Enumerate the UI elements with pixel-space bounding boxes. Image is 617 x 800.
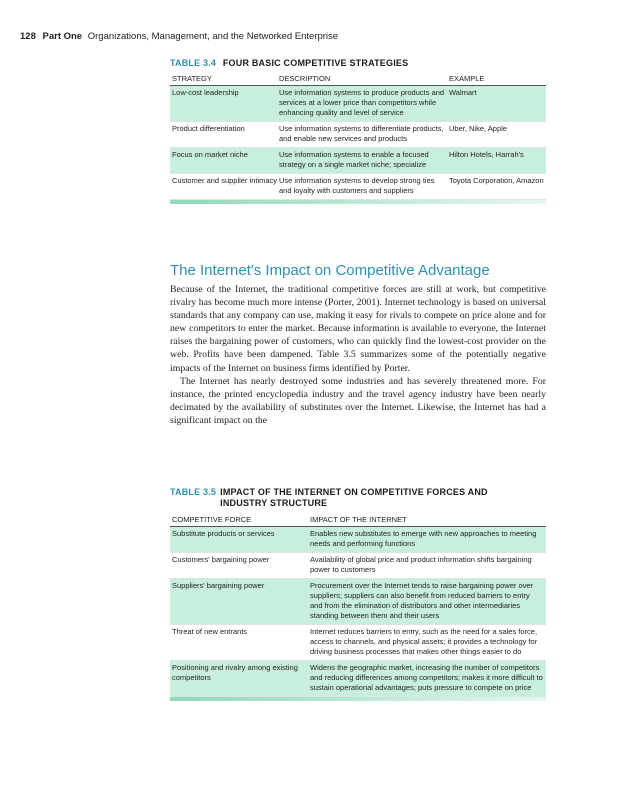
column-header: EXAMPLE bbox=[449, 74, 485, 83]
page-number: 128 bbox=[20, 31, 36, 42]
example-cell: Toyota Corporation, Amazon bbox=[449, 176, 544, 185]
table-3-5 bbox=[170, 487, 546, 701]
description-cell: Use information systems to develop strong ties and loyalty with customers and suppliers bbox=[279, 176, 435, 195]
example-cell: Hilton Hotels, Harrah's bbox=[449, 150, 524, 159]
table-title: IMPACT OF THE INTERNET ON COMPETITIVE FORCES AND INDUSTRY STRUCTURE bbox=[220, 487, 488, 508]
strategy-cell: Low-cost leadership bbox=[172, 88, 239, 97]
table-footer-bar bbox=[170, 697, 546, 701]
paragraph: Because of the Internet, the traditional competitive forces are still at work, but competitive rivalry has become much more intense (Porter, 2001). Internet technology is based on universal standards that any company can use, making it easy for rivals to compete on price alone and for new competitors to enter the market. Because information is available to everyone, the Internet raises the bargaining power of customers, who can quickly find the lowest-cost provider on the web. Profits have been dampened. Table 3.5 summarizes some of the potentially negative impacts of the Internet on business firms identified by Porter. bbox=[170, 284, 546, 374]
column-header: COMPETITIVE FORCE bbox=[172, 515, 252, 524]
table-row bbox=[170, 579, 546, 625]
impact-cell: Availability of global price and product information shifts bargaining power to customers bbox=[310, 555, 532, 574]
force-cell: Suppliers' bargaining power bbox=[172, 581, 265, 590]
table-label: TABLE 3.4 bbox=[170, 58, 217, 68]
column-header: DESCRIPTION bbox=[279, 74, 331, 83]
table-header-row bbox=[170, 515, 546, 527]
force-cell: Customers' bargaining power bbox=[172, 555, 270, 564]
table-row bbox=[170, 553, 546, 579]
table-3-4 bbox=[170, 58, 546, 204]
force-cell: Positioning and rivalry among existing competitors bbox=[172, 663, 298, 682]
description-cell: Use information systems to enable a focused strategy on a single market niche; specialize bbox=[279, 150, 429, 169]
table-row bbox=[170, 174, 546, 200]
table-3-4-title bbox=[170, 58, 546, 68]
table-row bbox=[170, 148, 546, 174]
table-row bbox=[170, 122, 546, 148]
impact-cell: Procurement over the Internet tends to raise bargaining power over suppliers; suppliers can also benefit from reduced barriers to entry and from the elimination of distributors and other intermediaries standing between them and their users bbox=[310, 581, 534, 620]
part-label: Part One bbox=[42, 31, 83, 42]
running-header bbox=[20, 31, 338, 42]
table-footer-bar bbox=[170, 200, 546, 204]
impact-cell: Enables new substitutes to emerge with new approaches to meeting needs and performing functions bbox=[310, 529, 537, 548]
description-cell: Use information systems to differentiate products, and enable new services and products bbox=[279, 124, 444, 143]
part-subtitle: Organizations, Management, and the Networked Enterprise bbox=[87, 31, 339, 42]
strategy-cell: Focus on market niche bbox=[172, 150, 248, 159]
paragraph: The Internet has nearly destroyed some industries and has severely threatened more. For instance, the printed encyclopedia industry and the travel agency industry have been nearly decimated by the availability of substitutes over the Internet. Likewise, the Internet has had a significant impact on the bbox=[170, 375, 546, 426]
table-row bbox=[170, 625, 546, 661]
example-cell: Uber, Nike, Apple bbox=[449, 124, 507, 133]
section-heading: The Internet's Impact on Competitive Advantage bbox=[170, 262, 490, 279]
description-cell: Use information systems to produce products and services at a lower price than competitors while enhancing quality and level of service bbox=[279, 88, 445, 117]
table-row bbox=[170, 661, 546, 697]
table-title: FOUR BASIC COMPETITIVE STRATEGIES bbox=[222, 58, 409, 68]
table-3-5-title bbox=[170, 487, 546, 509]
impact-cell: Internet reduces barriers to entry, such as the need for a sales force, access to channels, and physical assets; it provides a technology for driving business processes that makes other things easier to do bbox=[310, 627, 538, 656]
strategy-cell: Product differentiation bbox=[172, 124, 245, 133]
impact-cell: Widens the geographic market, increasing the number of competitors and reducing differences among competitors; makes it more difficult to sustain operational advantages; puts pressure to compete on price bbox=[310, 663, 543, 692]
strategy-cell: Customer and supplier intimacy bbox=[172, 176, 278, 185]
example-cell: Walmart bbox=[449, 88, 477, 97]
force-cell: Substitute products or services bbox=[172, 529, 275, 538]
table-row bbox=[170, 527, 546, 553]
table-header-row bbox=[170, 74, 546, 86]
body-text bbox=[170, 283, 546, 427]
table-label: TABLE 3.5 bbox=[170, 487, 217, 497]
table-row bbox=[170, 86, 546, 122]
column-header: STRATEGY bbox=[172, 74, 212, 83]
force-cell: Threat of new entrants bbox=[172, 627, 248, 636]
column-header: IMPACT OF THE INTERNET bbox=[310, 515, 407, 524]
